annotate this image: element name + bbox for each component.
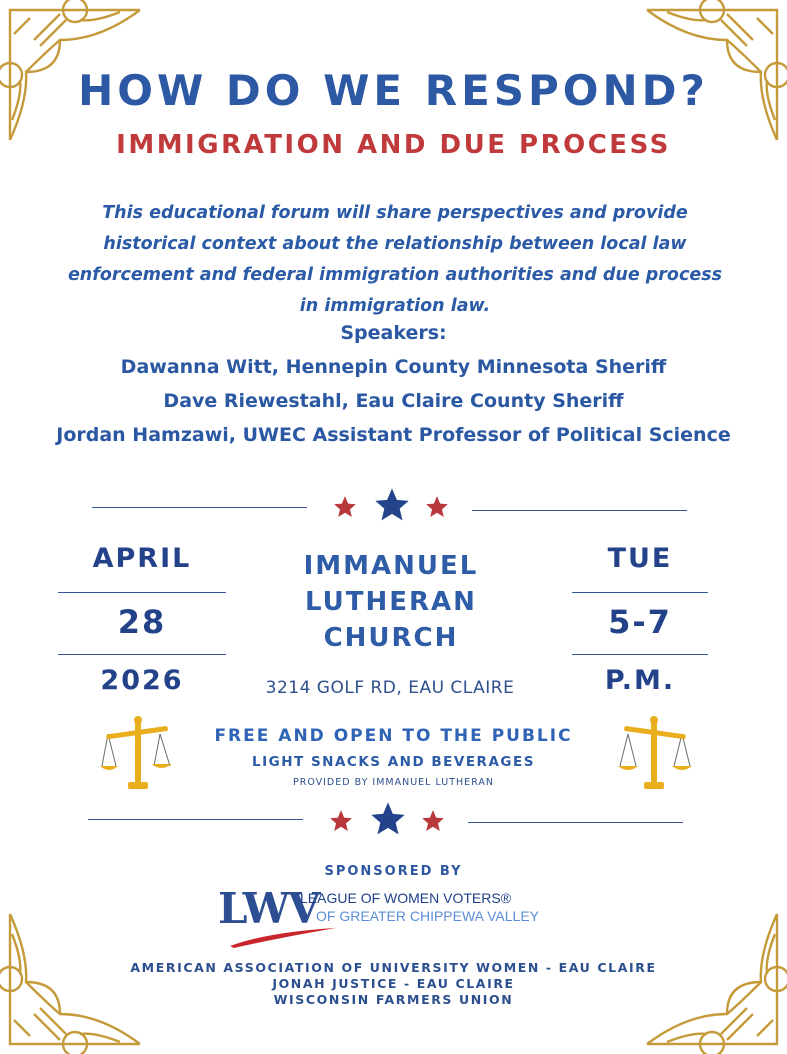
- star-icon: [332, 494, 358, 520]
- lwv-name: LEAGUE OF WOMEN VOTERS®: [300, 890, 512, 906]
- star-icon: [420, 808, 446, 834]
- venue-line: LUTHERAN: [305, 587, 477, 617]
- event-ampm: P.M.: [604, 665, 676, 696]
- event-time: 5-7: [608, 603, 672, 641]
- lwv-logo: [218, 882, 578, 948]
- page-subtitle: IMMIGRATION AND DUE PROCESS: [116, 130, 671, 160]
- provided-by-text: PROVIDED BY IMMANUEL LUTHERAN: [292, 777, 495, 788]
- speakers-label: Speakers:: [340, 322, 447, 344]
- snacks-text: LIGHT SNACKS AND BEVERAGES: [252, 754, 535, 770]
- speaker-item: Dave Riewestahl, Eau Claire County Sheriff: [163, 390, 624, 412]
- speaker-item: Dawanna Witt, Hennepin County Minnesota Sheriff: [120, 356, 667, 378]
- divider-line: [472, 510, 687, 511]
- event-weekday: TUE: [607, 543, 673, 574]
- star-icon: [372, 485, 412, 525]
- divider-line: [88, 819, 303, 820]
- sponsored-by-label: SPONSORED BY: [324, 864, 463, 879]
- event-year: 2026: [100, 665, 184, 696]
- lwv-swoosh-icon: [228, 926, 338, 948]
- lwv-logo-letters: LWV: [218, 884, 319, 933]
- event-month: APRIL: [92, 543, 192, 574]
- venue-line: CHURCH: [323, 623, 459, 653]
- intro-paragraph: This educational forum will share perspectives and provide historical context about the relationship between local law enforcement and federal immigration authorities and due process in immigration law.: [67, 203, 723, 316]
- star-icon: [424, 494, 450, 520]
- free-admission-text: FREE AND OPEN TO THE PUBLIC: [214, 726, 573, 746]
- star-icon: [368, 799, 408, 839]
- lwv-subname: OF GREATER CHIPPEWA VALLEY: [316, 908, 540, 924]
- sponsor-org: WISCONSIN FARMERS UNION: [273, 992, 514, 1007]
- sponsor-org: JONAH JUSTICE - EAU CLAIRE: [272, 976, 515, 991]
- divider-line: [468, 822, 683, 823]
- divider-line: [572, 654, 708, 655]
- event-day: 28: [117, 603, 167, 641]
- venue-address: 3214 GOLF RD, EAU CLAIRE: [265, 678, 515, 698]
- sponsor-org: AMERICAN ASSOCIATION OF UNIVERSITY WOMEN - EAU CLAIRE: [130, 960, 657, 975]
- page-title: HOW DO WE RESPOND?: [78, 66, 709, 115]
- star-icon: [328, 808, 354, 834]
- speaker-item: Jordan Hamzawi, UWEC Assistant Professor of Political Science: [56, 424, 731, 446]
- divider-line: [92, 507, 307, 508]
- divider-line: [58, 654, 226, 655]
- divider-line: [58, 592, 226, 593]
- divider-line: [572, 592, 708, 593]
- venue-line: IMMANUEL: [303, 551, 479, 581]
